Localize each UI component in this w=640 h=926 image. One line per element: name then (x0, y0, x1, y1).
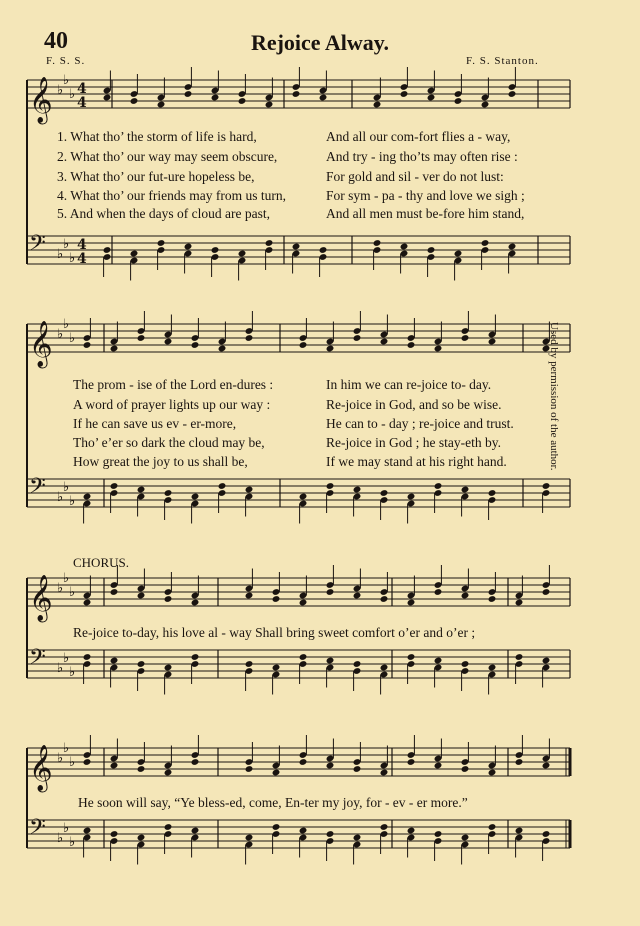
hymn-title: Rejoice Alway. (250, 30, 390, 55)
flat-icon: ♭ (69, 87, 76, 102)
note-head (164, 769, 173, 777)
note-head (319, 94, 328, 102)
note-head (488, 664, 497, 672)
note-head (110, 482, 119, 490)
note-head (380, 595, 389, 603)
note-head (110, 762, 119, 770)
note-head (110, 657, 119, 665)
treble-clef-icon: 𝄞 (29, 77, 53, 123)
verse-3-line-c: If he can save us ev - er-more, (73, 416, 237, 431)
note-head (191, 341, 200, 349)
flat-icon: ♭ (57, 490, 64, 505)
note-head (184, 90, 193, 98)
note-head (380, 823, 389, 831)
verse-2-line-b: And try - ing tho’ts may often rise : (326, 149, 518, 164)
bass-clef-icon: 𝄢 (29, 231, 46, 261)
note-head (454, 97, 463, 105)
flat-icon: ♭ (57, 581, 64, 596)
note-head (434, 345, 443, 353)
note-head (218, 345, 227, 353)
note-head (407, 827, 416, 835)
note-head (272, 595, 281, 603)
note-head (191, 827, 200, 835)
verse-2-line-d: Re-joice in God, and so be wise. (326, 397, 502, 412)
flat-icon: ♭ (63, 237, 70, 252)
note-head (164, 823, 173, 831)
note-head (434, 588, 443, 596)
note-head (353, 486, 362, 494)
note-head (380, 338, 389, 346)
note-head (373, 239, 382, 247)
note-head (319, 246, 328, 254)
verse-4-line-a: 4. What tho’ our friends may from us turn, (57, 188, 286, 203)
note-head (508, 243, 517, 251)
bass-clef-icon: 𝄢 (29, 645, 46, 675)
note-head (515, 827, 524, 835)
chorus-line-1: Re-joice to-day, his love al - way Shall bring sweet comfort o’er and o’er ; (73, 625, 476, 640)
verse-5-line-d: If we may stand at his right hand. (326, 454, 507, 469)
flat-icon: ♭ (63, 480, 70, 495)
note-head (157, 239, 166, 247)
note-head (515, 599, 524, 607)
note-head (137, 660, 146, 668)
flat-icon: ♭ (69, 251, 76, 266)
verse-3-line-a: 3. What tho’ our fut-ure hopeless be, (57, 169, 255, 184)
note-head (103, 246, 112, 254)
note-head (245, 660, 254, 668)
note-head (218, 482, 227, 490)
flat-icon: ♭ (69, 835, 76, 850)
chorus-line-2: He soon will say, “Ye bless-ed, come, En-ter my joy, for - ev - er more.” (78, 795, 468, 810)
note-head (272, 769, 281, 777)
note-head (265, 239, 274, 247)
verse-5-line-b: And all men must be-fore him stand, (326, 206, 525, 221)
note-head (245, 765, 254, 773)
note-head (461, 834, 470, 842)
composer-credit: F. S. Stanton. (466, 55, 539, 67)
treble-clef-icon: 𝄞 (29, 745, 53, 791)
note-head (400, 243, 409, 251)
note-head (461, 592, 470, 600)
note-head (488, 595, 497, 603)
note-head (137, 765, 146, 773)
note-head (461, 334, 470, 342)
note-head (110, 588, 119, 596)
note-head (245, 486, 254, 494)
note-head (326, 830, 335, 838)
note-head (137, 486, 146, 494)
note-head (461, 765, 470, 773)
flat-icon: ♭ (69, 331, 76, 346)
note-head (157, 101, 166, 109)
note-head (191, 493, 200, 501)
note-head (184, 243, 193, 251)
note-head (164, 338, 173, 346)
verse-4-line-b: For sym - pa - thy and love we sigh ; (326, 188, 525, 203)
note-head (164, 664, 173, 672)
note-head (326, 345, 335, 353)
note-head (299, 599, 308, 607)
note-head (407, 341, 416, 349)
note-head (245, 592, 254, 600)
note-head (245, 334, 254, 342)
note-head (461, 486, 470, 494)
note-head (83, 653, 92, 661)
verse-5-line-c: How great the joy to us shall be, (73, 454, 248, 469)
note-head (407, 493, 416, 501)
note-head (326, 588, 335, 596)
note-head (137, 592, 146, 600)
chorus-label: CHORUS. (73, 555, 129, 570)
note-head (427, 246, 436, 254)
note-head (83, 493, 92, 501)
note-head (326, 762, 335, 770)
note-head (137, 334, 146, 342)
flat-icon: ♭ (63, 651, 70, 666)
note-head (130, 97, 139, 105)
time-signature-bottom: 4 (77, 95, 87, 111)
verse-1-line-d: In him we can re-joice to- day. (326, 377, 492, 392)
note-head (427, 94, 436, 102)
note-head (542, 762, 551, 770)
time-signature-bottom: 4 (77, 251, 87, 267)
verse-1-line-c: The prom - ise of the Lord en-dures : (73, 377, 274, 392)
note-head (299, 827, 308, 835)
note-head (434, 830, 443, 838)
treble-clef-icon: 𝄞 (29, 321, 53, 367)
note-head (299, 493, 308, 501)
note-head (542, 588, 551, 596)
verse-1-line-a: 1. What tho’ the storm of life is hard, (57, 129, 257, 144)
note-head (434, 762, 443, 770)
note-head (353, 765, 362, 773)
verse-2-line-c: A word of prayer lights up our way : (73, 397, 271, 412)
note-head (542, 657, 551, 665)
note-head (353, 834, 362, 842)
note-head (508, 90, 517, 98)
note-head (407, 653, 416, 661)
flat-icon: ♭ (63, 73, 70, 88)
note-head (164, 595, 173, 603)
note-head (292, 90, 301, 98)
note-head (137, 834, 146, 842)
note-head (542, 830, 551, 838)
note-head (110, 345, 119, 353)
time-signature-top: 4 (77, 81, 87, 97)
flat-icon: ♭ (69, 755, 76, 770)
note-head (238, 250, 247, 258)
note-head (434, 657, 443, 665)
time-signature-top: 4 (77, 237, 87, 253)
flat-icon: ♭ (57, 327, 64, 342)
note-head (130, 250, 139, 258)
note-head (103, 94, 112, 102)
note-head (515, 758, 524, 766)
note-head (353, 592, 362, 600)
note-head (380, 489, 389, 497)
note-head (407, 758, 416, 766)
note-head (299, 341, 308, 349)
verse-4-line-d: Re-joice in God ; he stay-eth by. (326, 435, 501, 450)
note-head (272, 823, 281, 831)
verse-4-line-c: Tho’ e’er so dark the cloud may be, (73, 435, 265, 450)
verse-5-line-a: 5. And when the days of cloud are past, (57, 206, 270, 221)
note-head (299, 758, 308, 766)
flat-icon: ♭ (63, 821, 70, 836)
flat-icon: ♭ (63, 571, 70, 586)
permission-note: Used by permission of the author. (548, 322, 560, 471)
note-head (488, 489, 497, 497)
note-head (407, 599, 416, 607)
flat-icon: ♭ (57, 751, 64, 766)
note-head (434, 482, 443, 490)
note-head (191, 758, 200, 766)
note-head (481, 101, 490, 109)
note-head (353, 660, 362, 668)
note-head (292, 243, 301, 251)
note-head (515, 653, 524, 661)
flat-icon: ♭ (63, 741, 70, 756)
bass-clef-icon: 𝄢 (29, 815, 46, 845)
note-head (191, 653, 200, 661)
flat-icon: ♭ (63, 317, 70, 332)
note-head (110, 830, 119, 838)
note-head (164, 489, 173, 497)
verse-3-line-d: He can to - day ; re-joice and trust. (326, 416, 514, 431)
note-head (83, 341, 92, 349)
note-head (373, 101, 382, 109)
treble-clef-icon: 𝄞 (29, 575, 53, 621)
verse-1-line-b: And all our com-fort flies a - way, (326, 129, 511, 144)
note-head (353, 334, 362, 342)
note-head (272, 664, 281, 672)
note-head (461, 660, 470, 668)
page-number: 40 (44, 28, 68, 54)
note-head (83, 827, 92, 835)
flat-icon: ♭ (57, 831, 64, 846)
lyricist-credit: F. S. S. (46, 55, 86, 67)
note-head (245, 834, 254, 842)
note-head (488, 769, 497, 777)
note-head (481, 239, 490, 247)
flat-icon: ♭ (69, 585, 76, 600)
bass-clef-icon: 𝄢 (29, 474, 46, 504)
verse-2-line-a: 2. What tho’ our way may seem obscure, (57, 149, 278, 164)
note-head (211, 94, 220, 102)
note-head (265, 101, 274, 109)
note-head (326, 657, 335, 665)
note-head (488, 338, 497, 346)
flat-icon: ♭ (57, 661, 64, 676)
note-head (83, 758, 92, 766)
flat-icon: ♭ (69, 494, 76, 509)
note-head (191, 599, 200, 607)
flat-icon: ♭ (69, 665, 76, 680)
note-head (299, 653, 308, 661)
note-head (380, 664, 389, 672)
note-head (454, 250, 463, 258)
note-head (326, 482, 335, 490)
note-head (83, 599, 92, 607)
note-head (400, 90, 409, 98)
note-head (211, 246, 220, 254)
note-head (488, 823, 497, 831)
flat-icon: ♭ (57, 83, 64, 98)
note-head (380, 769, 389, 777)
verse-3-line-b: For gold and sil - ver do not lust: (326, 169, 504, 184)
note-head (238, 97, 247, 105)
flat-icon: ♭ (57, 247, 64, 262)
